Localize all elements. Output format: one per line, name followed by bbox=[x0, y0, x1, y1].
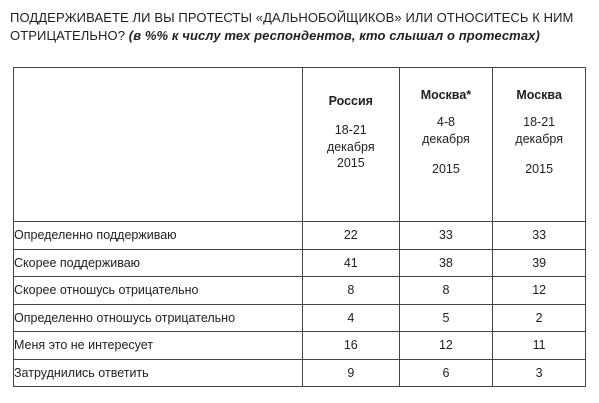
header-moscow-late bbox=[493, 68, 586, 222]
column-year: 2015 bbox=[432, 162, 460, 176]
value-cell: 8 bbox=[302, 277, 399, 305]
row-label: Скорее отношусь отрицательно bbox=[14, 277, 303, 305]
value-cell: 33 bbox=[399, 222, 493, 250]
column-dates: 4-8 декабря bbox=[422, 115, 470, 146]
table-row bbox=[14, 304, 586, 332]
value-cell: 12 bbox=[493, 277, 586, 305]
column-name: Россия bbox=[328, 94, 373, 108]
value-cell: 3 bbox=[493, 359, 586, 387]
column-year: 2015 bbox=[336, 156, 365, 170]
table-row bbox=[14, 277, 586, 305]
value-cell: 8 bbox=[399, 277, 493, 305]
row-label: Меня это не интересует bbox=[14, 332, 303, 360]
header-moscow-early bbox=[399, 68, 493, 222]
value-cell: 4 bbox=[302, 304, 399, 332]
column-name: Москва bbox=[516, 88, 562, 102]
value-cell: 33 bbox=[493, 222, 586, 250]
value-cell: 9 bbox=[302, 359, 399, 387]
row-label: Определенно поддерживаю bbox=[14, 222, 303, 250]
value-cell: 11 bbox=[493, 332, 586, 360]
question-title bbox=[10, 9, 595, 45]
value-cell: 39 bbox=[493, 249, 586, 277]
row-label: Затруднились ответить bbox=[14, 359, 303, 387]
column-name: Москва* bbox=[420, 88, 472, 102]
column-dates: 18-21 декабря bbox=[326, 123, 375, 154]
row-label: Определенно отношусь отрицательно bbox=[14, 304, 303, 332]
column-dates: 18-21 декабря bbox=[515, 115, 563, 146]
table-row bbox=[14, 332, 586, 360]
value-cell: 2 bbox=[493, 304, 586, 332]
results-table bbox=[13, 67, 586, 387]
question-subtitle: (в %% к числу тех респондентов, кто слышал о протестах) bbox=[128, 28, 540, 43]
value-cell: 12 bbox=[399, 332, 493, 360]
column-year: 2015 bbox=[525, 162, 554, 176]
table-row bbox=[14, 359, 586, 387]
row-label: Скорее поддерживаю bbox=[14, 249, 303, 277]
table-row bbox=[14, 249, 586, 277]
value-cell: 22 bbox=[302, 222, 399, 250]
value-cell: 6 bbox=[399, 359, 493, 387]
question-text: ПОДДЕРЖИВАЕТЕ ЛИ ВЫ ПРОТЕСТЫ «ДАЛЬНОБОЙЩИКОВ» ИЛИ ОТНОСИТЕСЬ К НИМ ОТРИЦАТЕЛЬНО? bbox=[10, 10, 574, 43]
header-row bbox=[14, 68, 586, 222]
value-cell: 38 bbox=[399, 249, 493, 277]
value-cell: 16 bbox=[302, 332, 399, 360]
header-empty-cell bbox=[14, 68, 303, 222]
value-cell: 5 bbox=[399, 304, 493, 332]
table-row bbox=[14, 222, 586, 250]
header-russia bbox=[302, 68, 399, 222]
value-cell: 41 bbox=[302, 249, 399, 277]
